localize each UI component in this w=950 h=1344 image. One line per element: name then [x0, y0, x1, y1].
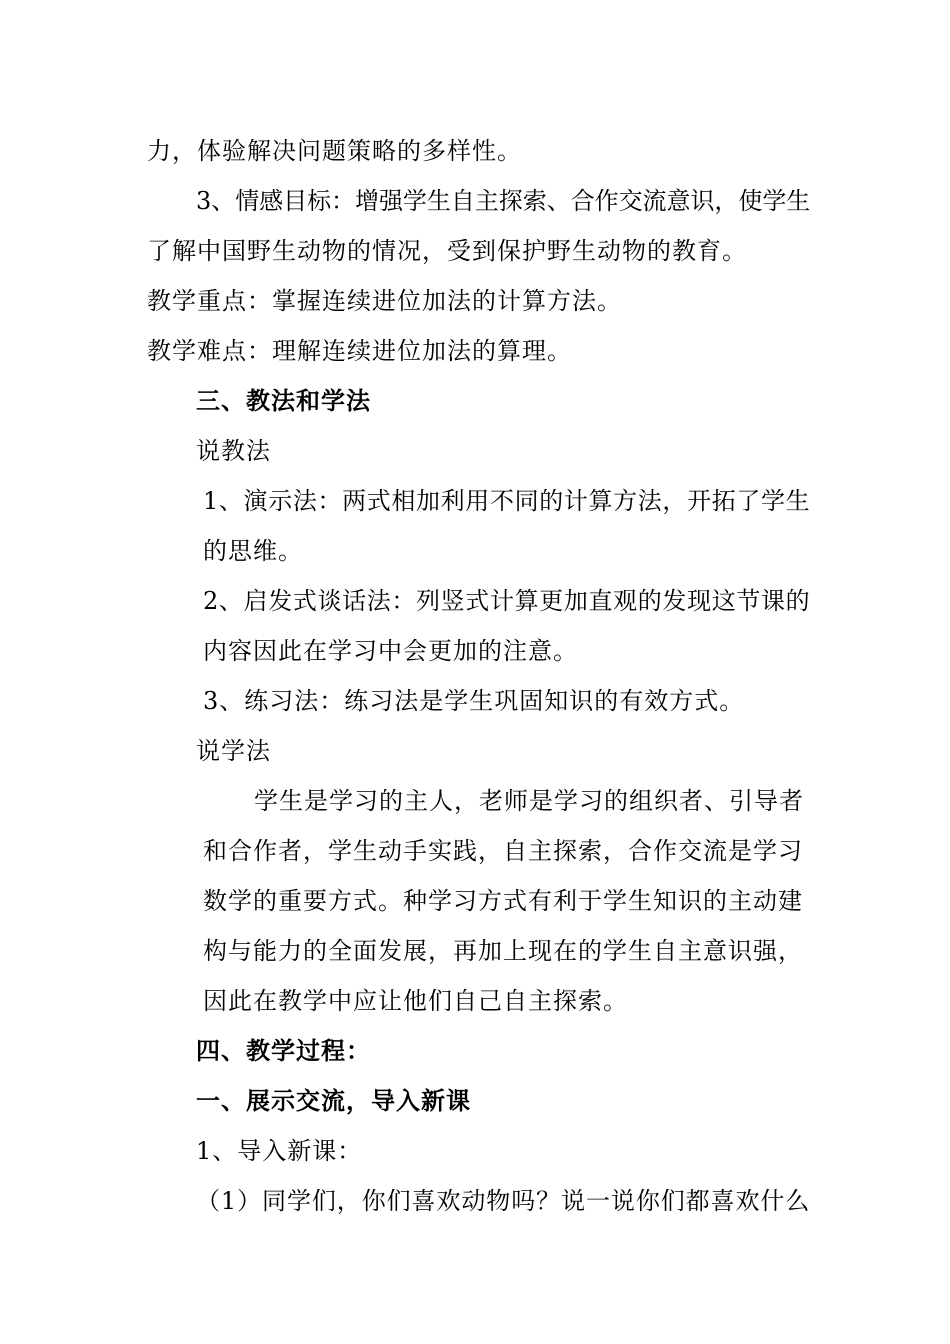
section-heading-methods: 三、教法和学法 — [196, 386, 371, 415]
subheading-learning-method: 说学法 — [196, 737, 271, 765]
paragraph-line: 因此在教学中应让他们自己自主探索。 — [203, 987, 628, 1015]
subheading-teaching-method: 说教法 — [196, 437, 271, 465]
section-heading-intro: 一、展示交流，导入新课 — [196, 1086, 471, 1115]
list-item-demonstration: 1、演示法：两式相加利用不同的计算方法，开拓了学生 — [203, 487, 811, 515]
text-line-continuation: 力，体验解决问题策略的多样性。 — [147, 137, 522, 165]
text-line: 内容因此在学习中会更加的注意。 — [203, 637, 578, 665]
text-line-emotion-goal: 3、情感目标：增强学生自主探索、合作交流意识，使学生 — [196, 187, 811, 215]
paragraph-line: 构与能力的全面发展，再加上现在的学生自主意识强， — [203, 937, 803, 965]
text-line: 的思维。 — [203, 537, 303, 565]
text-line: 了解中国野生动物的情况，受到保护野生动物的教育。 — [147, 237, 747, 265]
list-item-question: （1）同学们，你们喜欢动物吗？说一说你们都喜欢什么 — [196, 1187, 811, 1215]
paragraph-line: 数学的重要方式。种学习方式有利于学生知识的主动建 — [203, 887, 803, 915]
paragraph-line: 学生是学习的主人，老师是学习的组织者、引导者 — [254, 787, 804, 815]
list-item-intro-lesson: 1、导入新课： — [196, 1137, 363, 1165]
text-line-key-point: 教学重点：掌握连续进位加法的计算方法。 — [147, 287, 622, 315]
paragraph-line: 和合作者，学生动手实践，自主探索，合作交流是学习 — [203, 837, 803, 865]
section-heading-process: 四、教学过程： — [196, 1036, 371, 1065]
list-item-heuristic: 2、启发式谈话法：列竖式计算更加直观的发现这节课的 — [203, 587, 811, 615]
list-item-practice: 3、练习法：练习法是学生巩固知识的有效方式。 — [203, 687, 745, 715]
text-line-difficulty: 教学难点：理解连续进位加法的算理。 — [147, 337, 572, 365]
